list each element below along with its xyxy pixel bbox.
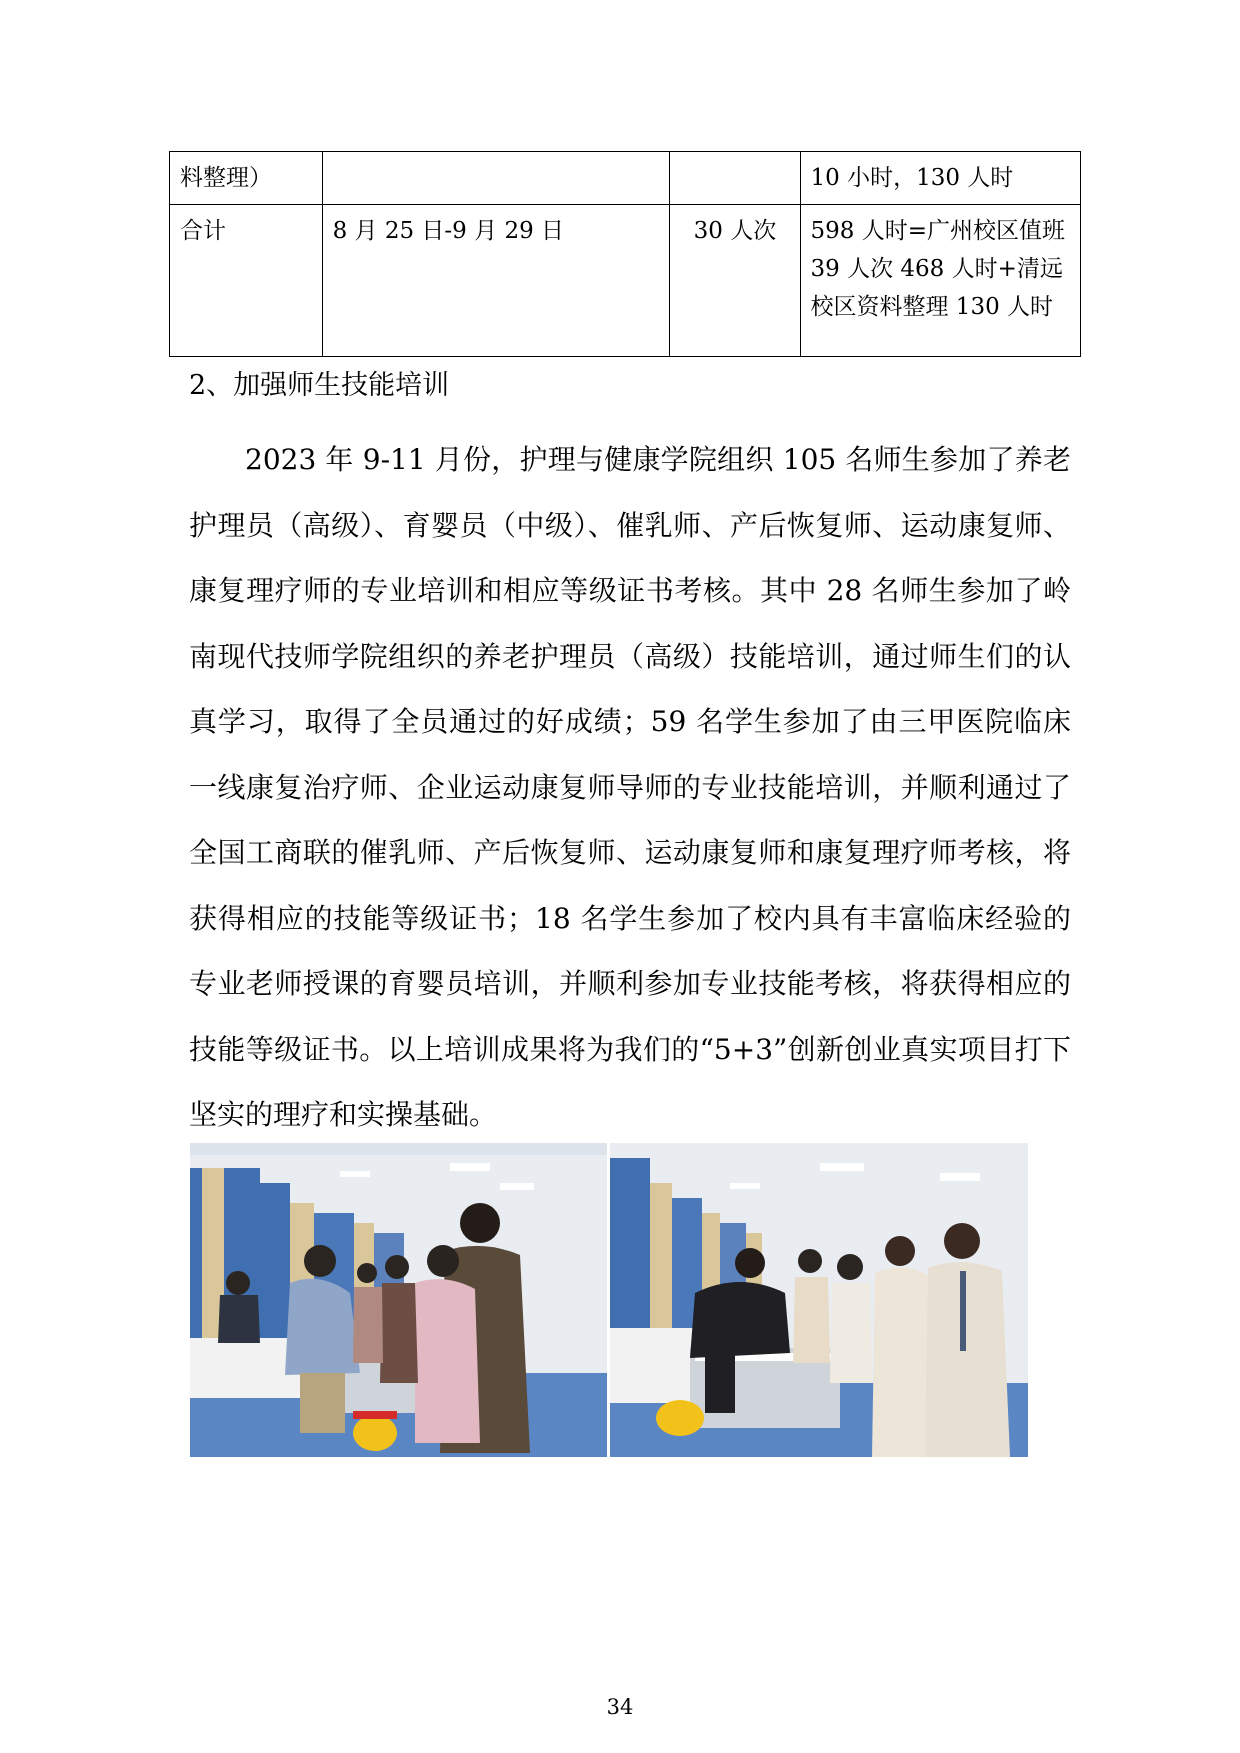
- bin: [353, 1415, 397, 1451]
- table-cell: [670, 152, 800, 205]
- table-cell: 10 小时，130 人时: [800, 152, 1081, 205]
- table-continuation: [169, 151, 1081, 357]
- table-cell: 料整理）: [170, 152, 323, 205]
- table-cell: [322, 152, 670, 205]
- table-row: [170, 152, 1081, 205]
- table-row: [170, 205, 1081, 357]
- training-photo-right: [610, 1143, 1028, 1457]
- table-cell: 合计: [170, 205, 323, 357]
- bin: [656, 1400, 704, 1436]
- page-number: 34: [606, 1695, 634, 1719]
- body-paragraph: 2023 年 9-11 月份，护理与健康学院组织 105 名师生参加了养老护理员（高级）、育婴员（中级）、催乳师、产后恢复师、运动康复师、康复理疗师的专业培训和相应等级证书考核。其中 28 名师生参加了岭南现代技师学院组织的养老护理员（高级）技能培训，通过师生们的认真学习，取得了全员通过的好成绩；59 名学生参加了由三甲医院临床一线康复治疗师、企业运动康复师导师的专业技能培训，并顺利通过了全国工商联的催乳师、产后恢复师、运动康复师和康复理疗师考核，将获得相应的技能等级证书；18 名学生参加了校内具有丰富临床经验的专业老师授课的育婴员培训，并顺利参加专业技能考核，将获得相应的技能等级证书。以上培训成果将为我们的“5+3”创新创业真实项目打下坚实的理疗和实操基础。: [189, 443, 1071, 1131]
- training-photo-right-image: [610, 1143, 1028, 1457]
- training-photo-left-image: [190, 1143, 607, 1457]
- section-heading: 2、加强师生技能培训: [189, 370, 450, 401]
- curtain-blue: [260, 1183, 290, 1363]
- table-cell: 598 人时=广州校区值班 39 人次 468 人时+清远校区资料整理 130 人时: [800, 205, 1081, 357]
- table-cell: 30 人次: [670, 205, 800, 357]
- table-cell: 8 月 25 日-9 月 29 日: [322, 205, 670, 357]
- training-photo-left: [190, 1143, 607, 1457]
